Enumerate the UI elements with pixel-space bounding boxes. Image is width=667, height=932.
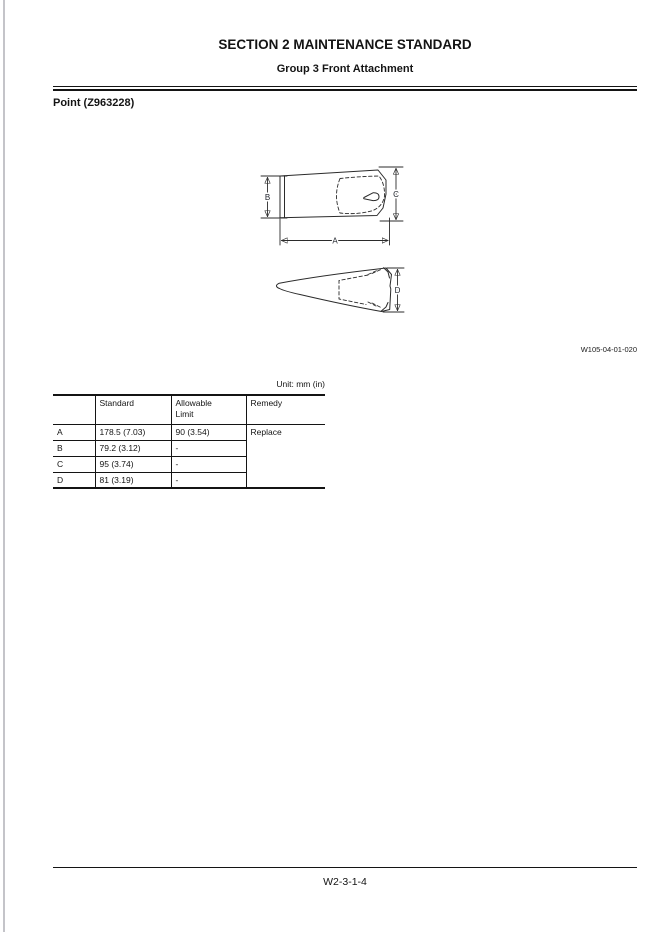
section-title: SECTION 2 MAINTENANCE STANDARD: [218, 37, 472, 52]
dim-label-d: D: [394, 286, 401, 295]
dim-label-a: A: [332, 236, 338, 246]
footer-rule: [53, 867, 637, 868]
standard-value: 79.2 (3.12): [95, 440, 171, 456]
unit-label: Unit: mm (in): [276, 379, 325, 389]
standard-value: 95 (3.74): [95, 456, 171, 472]
row-label: D: [53, 472, 95, 488]
figure-side-view: [276, 268, 404, 312]
remedy-value: Replace: [246, 424, 325, 488]
table-header-row: [53, 395, 325, 424]
header-item: [53, 395, 95, 424]
point-dimension-figure: [240, 158, 420, 328]
row-label: A: [53, 424, 95, 440]
figure-reference: W105-04-01-020: [580, 345, 637, 354]
page-number: W2-3-1-4: [323, 876, 367, 888]
header-rule: [53, 86, 637, 91]
allowable-limit-value: -: [171, 440, 246, 456]
dim-label-b: B: [264, 193, 271, 202]
table-row: [53, 424, 325, 440]
standard-value: 178.5 (7.03): [95, 424, 171, 440]
page-edge-line: [3, 0, 5, 932]
dim-label-c: C: [393, 190, 399, 199]
point-heading: Point (Z963228): [53, 97, 135, 109]
group-title: Group 3 Front Attachment: [276, 63, 414, 75]
row-label: B: [53, 440, 95, 456]
header-standard: Standard: [95, 395, 171, 424]
allowable-limit-value: -: [171, 456, 246, 472]
header-remedy: Remedy: [246, 395, 325, 424]
standard-value: 81 (3.19): [95, 472, 171, 488]
figure-top-view: [261, 167, 403, 246]
spec-table: [53, 394, 325, 489]
row-label: C: [53, 456, 95, 472]
header-allowable-limit: Allowable Limit: [171, 395, 246, 424]
allowable-limit-value: -: [171, 472, 246, 488]
page-content: [53, 0, 637, 932]
allowable-limit-value: 90 (3.54): [171, 424, 246, 440]
